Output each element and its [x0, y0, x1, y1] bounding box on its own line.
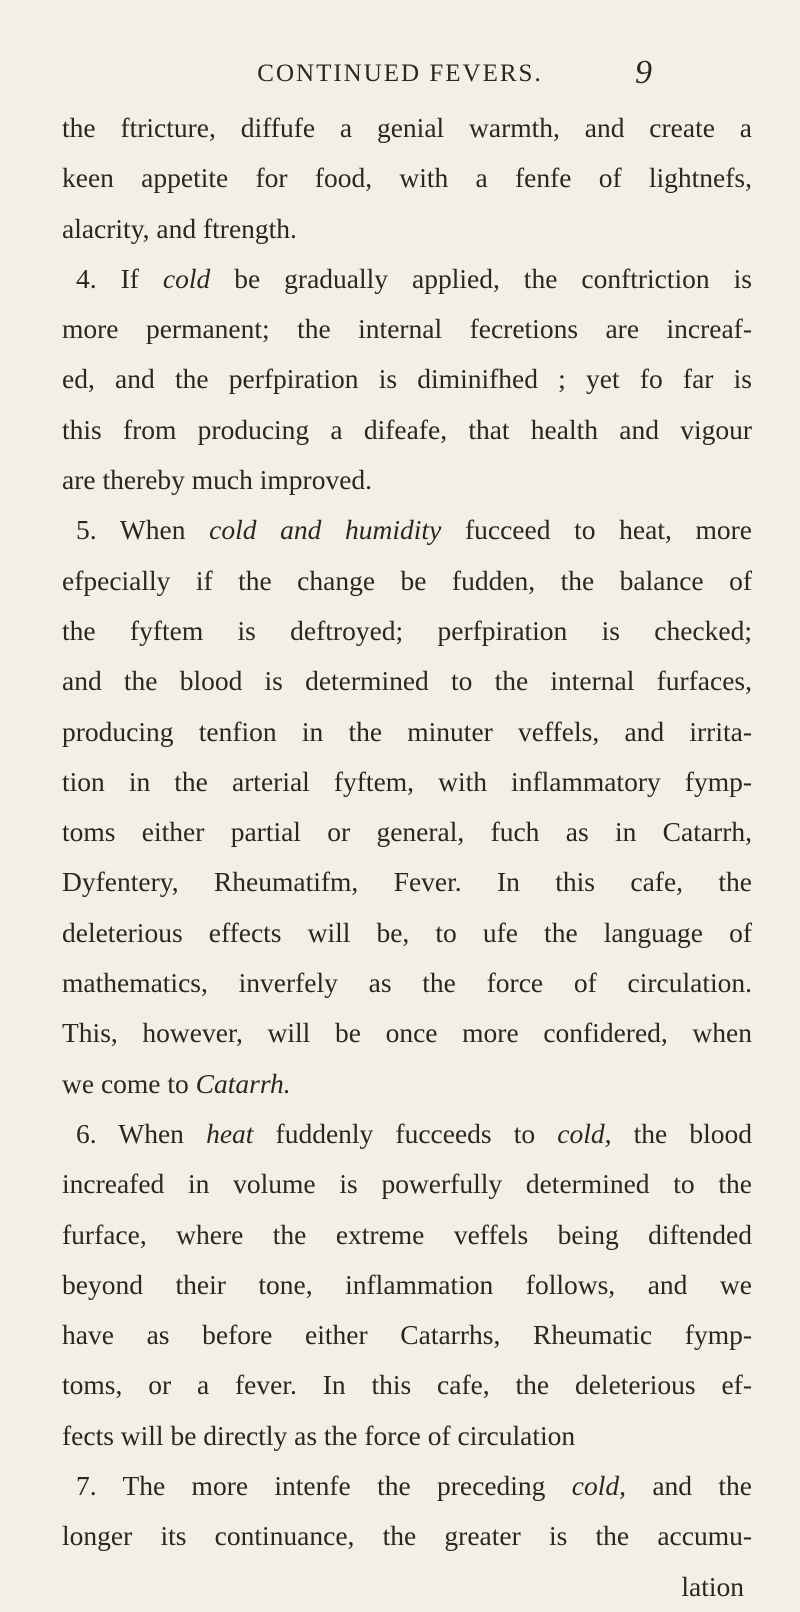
text-run: the blood: [611, 1117, 752, 1149]
text-line: [62, 1562, 752, 1612]
text-run: ed, and the perfpiration is diminifhed ; yet fo far is: [62, 363, 752, 395]
text-run: beyond their tone, inflammation follows, and we: [62, 1268, 752, 1300]
italic-run: cold and humidity: [209, 514, 442, 546]
text-line: [62, 757, 752, 807]
running-title: CONTINUED FEVERS.: [257, 60, 543, 87]
text-run: are thereby much improved.: [62, 464, 373, 496]
text-run: tion in the arterial fyftem, with inflammatory fymp-: [62, 765, 752, 797]
text-line: [62, 556, 752, 606]
text-run: this from producing a difeafe, that health and vigour: [62, 413, 752, 445]
text-line: [62, 1310, 752, 1360]
text-line: [62, 707, 752, 757]
text-run: 7. The more intenfe the preceding: [76, 1470, 572, 1502]
running-head: [0, 52, 800, 92]
italic-run: heat: [206, 1117, 254, 1149]
text-line: [62, 1109, 752, 1159]
italic-run: Catarrh.: [195, 1067, 291, 1099]
text-run: the fyftem is deftroyed; perfpiration is checked;: [62, 614, 752, 646]
text-run: 5. When: [76, 514, 210, 546]
text-line: [62, 908, 752, 958]
text-run: efpecially if the change be fudden, the balance of: [62, 564, 752, 596]
text-run: 6. When: [76, 1117, 207, 1149]
text-line: [62, 304, 752, 354]
text-line: [62, 1411, 752, 1461]
text-run: have as before either Catarrhs, Rheumatic fymp-: [62, 1319, 752, 1351]
text-line: [62, 405, 752, 455]
italic-run: cold,: [557, 1117, 612, 1149]
text-line: [62, 505, 752, 555]
text-line: [62, 958, 752, 1008]
text-run: Dyfentery, Rheumatifm, Fever. In this cafe, the: [62, 866, 752, 898]
text-line: [62, 1159, 752, 1209]
body-text: [62, 103, 752, 1612]
text-run: furface, where the extreme veffels being diftended: [62, 1218, 752, 1250]
text-line: [62, 1210, 752, 1260]
text-line: [62, 254, 752, 304]
text-line: [62, 204, 752, 254]
text-run: and the blood is determined to the internal furfaces,: [62, 665, 752, 697]
text-run: longer its continuance, the greater is the accumu-: [62, 1520, 752, 1552]
text-run: mathematics, inverfely as the force of circulation.: [62, 967, 752, 999]
text-line: [62, 1461, 752, 1511]
text-line: [62, 1511, 752, 1561]
text-line: [62, 354, 752, 404]
text-line: [62, 1059, 752, 1109]
text-line: [62, 153, 752, 203]
text-run: fucceed to heat, more: [441, 514, 752, 546]
text-run: toms either partial or general, fuch as in Catarrh,: [62, 816, 752, 848]
page-number: 9: [635, 54, 652, 91]
text-run: keen appetite for food, with a fenfe of lightnefs,: [62, 162, 752, 194]
text-line: [62, 103, 752, 153]
text-run: and the: [626, 1470, 752, 1502]
text-run: the ftricture, diffufe a genial warmth, and create a: [62, 112, 752, 143]
text-run: fuddenly fucceeds to: [253, 1117, 558, 1149]
text-line: [62, 807, 752, 857]
italic-run: cold,: [571, 1470, 627, 1502]
text-line: [62, 1008, 752, 1058]
italic-run: cold: [162, 262, 211, 294]
text-run: we come to: [62, 1067, 196, 1099]
text-line: [62, 656, 752, 706]
text-run: This, however, will be once more confidered, when: [62, 1017, 752, 1049]
text-run: toms, or a fever. In this cafe, the deleterious ef-: [62, 1369, 752, 1401]
text-line: [62, 1360, 752, 1410]
text-line: [62, 1260, 752, 1310]
text-run: 4. If: [76, 262, 163, 294]
text-line: [62, 606, 752, 656]
text-run: increafed in volume is powerfully determined to the: [62, 1168, 752, 1200]
text-run: deleterious effects will be, to ufe the language of: [62, 916, 752, 948]
text-run: be gradually applied, the conftriction is: [210, 262, 752, 294]
text-line: [62, 857, 752, 907]
text-run: alacrity, and ftrength.: [62, 212, 297, 244]
text-run: more permanent; the internal fecretions are increaf-: [62, 313, 752, 345]
text-run: fects will be directly as the force of circulation: [62, 1419, 576, 1451]
text-run: lation: [681, 1570, 744, 1602]
text-run: producing tenfion in the minuter veffels, and irrita-: [62, 715, 752, 747]
text-line: [62, 455, 752, 505]
